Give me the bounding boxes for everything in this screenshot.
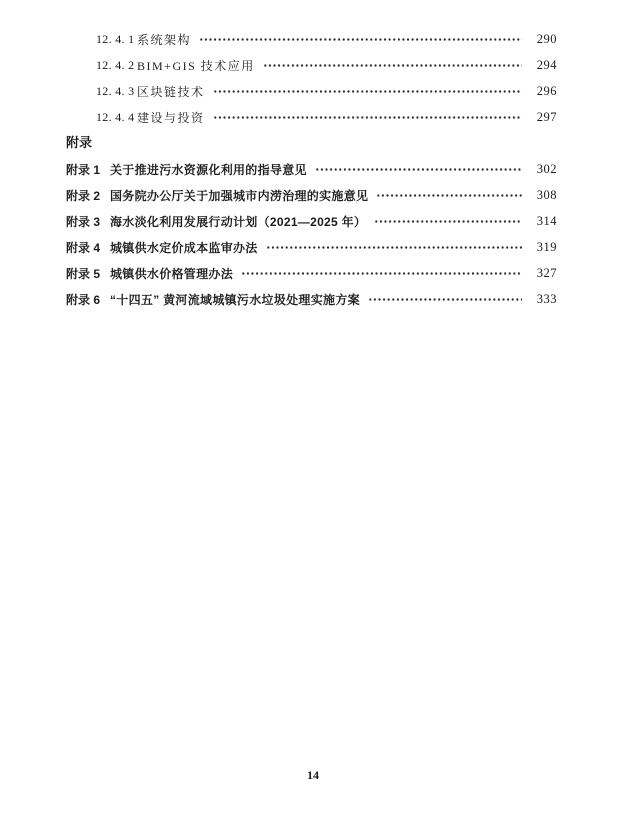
entry-page-number: 290 [536, 31, 557, 46]
entry-title: 城镇供水定价成本监审办法 [110, 240, 258, 255]
page-number-footer: 14 [307, 768, 319, 782]
entry-page-number: 314 [536, 213, 557, 228]
table-of-contents [66, 26, 557, 312]
dot-leader [376, 182, 522, 208]
dot-leader [213, 78, 522, 104]
appendix-entry [66, 208, 557, 234]
entry-appendix-label: 附录 4 [66, 240, 101, 255]
toc-entry [66, 78, 557, 104]
entry-title: 国务院办公厅关于加强城市内涝治理的实施意见 [110, 188, 369, 203]
entry-title: 城镇供水价格管理办法 [110, 266, 234, 281]
dot-leader [199, 26, 522, 52]
entry-appendix-label: 附录 2 [66, 188, 101, 203]
toc-appendix-list [66, 156, 557, 312]
dot-leader [315, 156, 522, 182]
appendix-section-heading: 附录 [66, 135, 93, 150]
entry-page-number: 308 [536, 187, 557, 202]
appendix-entry [66, 156, 557, 182]
entry-title: 海水淡化利用发展行动计划（2021—2025 年） [110, 214, 367, 229]
entry-title: 关于推进污水资源化利用的指导意见 [110, 162, 307, 177]
dot-leader [266, 234, 522, 260]
dot-leader [374, 208, 522, 234]
entry-title: 系统架构 [137, 32, 192, 47]
entry-title: “十四五” 黄河流域城镇污水垃圾处理实施方案 [110, 292, 360, 307]
toc-entry [66, 26, 557, 52]
appendix-entry [66, 182, 557, 208]
entry-section-number: 12. 4. 4 [96, 109, 135, 124]
dot-leader [368, 286, 522, 312]
entry-title: 区块链技术 [137, 84, 205, 99]
entry-section-number: 12. 4. 1 [96, 31, 135, 46]
entry-page-number: 319 [536, 239, 557, 254]
appendix-entry [66, 286, 557, 312]
entry-page-number: 327 [536, 265, 557, 280]
toc-subsection-list [66, 26, 557, 130]
dot-leader [263, 52, 522, 78]
entry-appendix-label: 附录 1 [66, 162, 101, 177]
entry-appendix-label: 附录 5 [66, 266, 101, 281]
toc-entry [66, 52, 557, 78]
appendix-entry [66, 234, 557, 260]
entry-page-number: 333 [536, 291, 557, 306]
entry-section-number: 12. 4. 3 [96, 83, 135, 98]
entry-page-number: 302 [536, 161, 557, 176]
entry-title: BIM+GIS 技术应用 [137, 58, 255, 73]
entry-title: 建设与投资 [137, 110, 205, 125]
entry-page-number: 296 [536, 83, 557, 98]
dot-leader [213, 104, 522, 130]
toc-entry [66, 104, 557, 130]
appendix-entry [66, 260, 557, 286]
entry-page-number: 297 [536, 109, 557, 124]
entry-appendix-label: 附录 3 [66, 214, 101, 229]
entry-page-number: 294 [536, 57, 557, 72]
entry-appendix-label: 附录 6 [66, 292, 101, 307]
entry-section-number: 12. 4. 2 [96, 57, 135, 72]
dot-leader [241, 260, 522, 286]
